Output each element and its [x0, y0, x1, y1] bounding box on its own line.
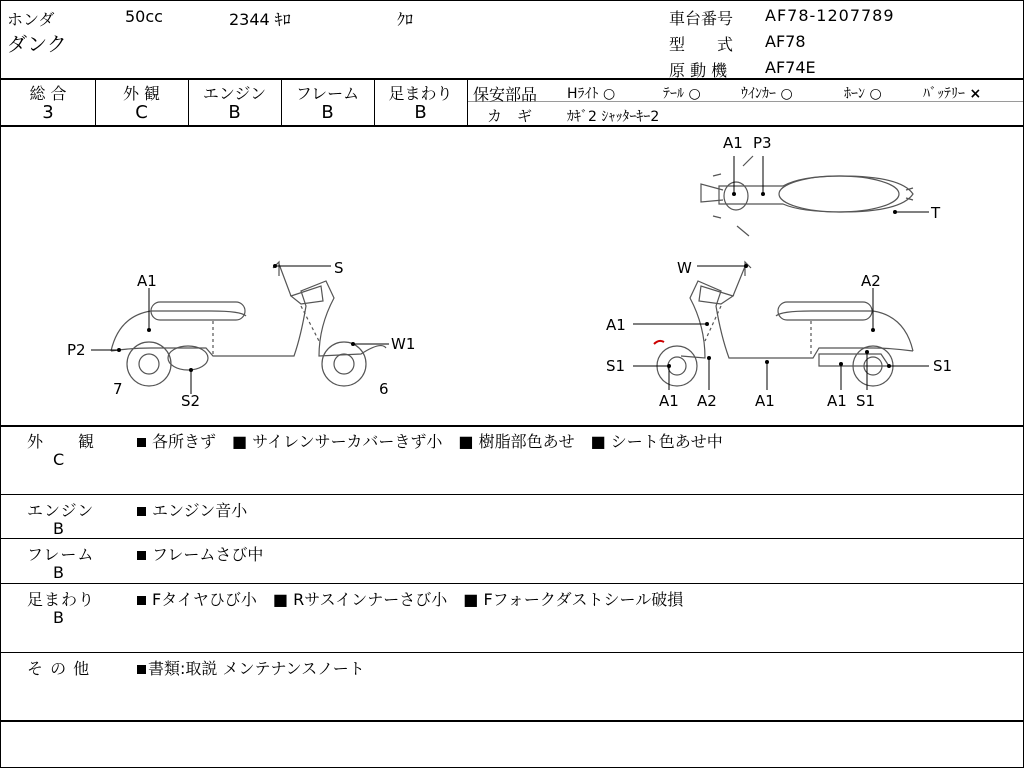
- safety-horn: ﾎｰﾝ ○: [844, 86, 882, 102]
- grade-frame-value: B: [321, 102, 334, 123]
- diag-label: A2: [697, 392, 717, 410]
- grade-overall-value: 3: [42, 102, 54, 123]
- frame-no: AF78-1207789: [765, 6, 895, 25]
- remark-grade-frame: B: [53, 563, 64, 582]
- type-label: 型 式: [669, 35, 734, 54]
- grade-suspension-label: 足まわり: [388, 84, 453, 103]
- diag-label: A1: [659, 392, 679, 410]
- divider: [1, 78, 1023, 80]
- remark-text-engine: エンジン音小: [137, 498, 247, 521]
- safety-winker: ｳｲﾝｶｰ ○: [741, 86, 793, 102]
- grade-suspension-value: B: [414, 102, 427, 123]
- remark-grade-engine: B: [53, 519, 64, 538]
- diag-label: 7: [113, 380, 123, 398]
- diag-label: 6: [379, 380, 389, 398]
- diag-label: A1: [755, 392, 775, 410]
- diag-label: S1: [856, 392, 876, 410]
- diag-label: S2: [181, 392, 201, 410]
- grade-overall-label: 総 合: [29, 84, 67, 103]
- diag-label: S: [334, 259, 344, 277]
- scooter-top-view: [701, 156, 913, 236]
- remark-text-other: 書類:取説 メンテナンスノート: [137, 656, 365, 679]
- remark-grade-suspension: B: [53, 608, 64, 627]
- damage-mark: [654, 341, 664, 344]
- remark-category-engine: エンジン: [27, 501, 95, 520]
- diag-label: W: [677, 259, 692, 277]
- diag-label: A1: [723, 134, 743, 152]
- safety-taillight: ﾃｰﾙ ○: [663, 86, 701, 102]
- key-label: カ ギ: [487, 107, 533, 125]
- engine-label: 原 動 機: [669, 61, 728, 80]
- grade-exterior-value: C: [135, 102, 148, 123]
- diag-label: A1: [827, 392, 847, 410]
- grade-frame-label: フレーム: [295, 84, 360, 103]
- diag-label: S1: [606, 357, 626, 375]
- remark-text-exterior: 各所きず ■ サイレンサーカバーきず小 ■ 樹脂部色あせ ■ シート色あせ中: [137, 429, 723, 452]
- frame-no-label: 車台番号: [669, 9, 734, 28]
- diag-label: P2: [67, 341, 86, 359]
- grade-exterior-label: 外 観: [122, 84, 161, 103]
- safety-parts-label: 保安部品: [473, 85, 538, 104]
- displacement: 50cc: [125, 7, 163, 26]
- type-value: AF78: [765, 32, 806, 51]
- grade-engine-value: B: [228, 102, 241, 123]
- diag-label: A1: [137, 272, 157, 290]
- remark-category-suspension: 足まわり: [27, 590, 96, 609]
- safety-battery: ﾊﾞｯﾃﾘｰ ×: [923, 86, 982, 102]
- diag-label: A2: [861, 272, 881, 290]
- diag-label: P3: [753, 134, 772, 152]
- model-name: ダンク: [7, 32, 67, 56]
- remark-category-other: そ の 他: [27, 659, 91, 678]
- key-value: ｶｷﾞ2 ｼｬｯﾀｰｷｰ2: [567, 109, 660, 125]
- mileage: 2344 ｷﾛ: [229, 10, 291, 29]
- maker: ホンダ: [7, 10, 55, 29]
- remark-grade-exterior: C: [53, 450, 65, 469]
- diag-label: W1: [391, 335, 416, 353]
- diag-label: S1: [933, 357, 953, 375]
- remark-text-suspension: Fタイヤひび小 ■ Rサスインナーさび小 ■ Fフォークダストシール破損: [137, 587, 683, 610]
- grade-engine-label: エンジン: [202, 84, 267, 103]
- remark-category-frame: フレーム: [27, 545, 95, 564]
- color: ｸﾛ: [397, 10, 414, 29]
- diag-label: T: [931, 204, 941, 222]
- remark-text-frame: フレームさび中: [137, 542, 263, 565]
- safety-headlight: Hﾗｲﾄ ○: [567, 86, 616, 102]
- damage-diagram: [1, 126, 1023, 426]
- diag-label: A1: [606, 316, 626, 334]
- remark-category-exterior: 外 観: [27, 432, 96, 451]
- engine-value: AF74E: [765, 58, 816, 77]
